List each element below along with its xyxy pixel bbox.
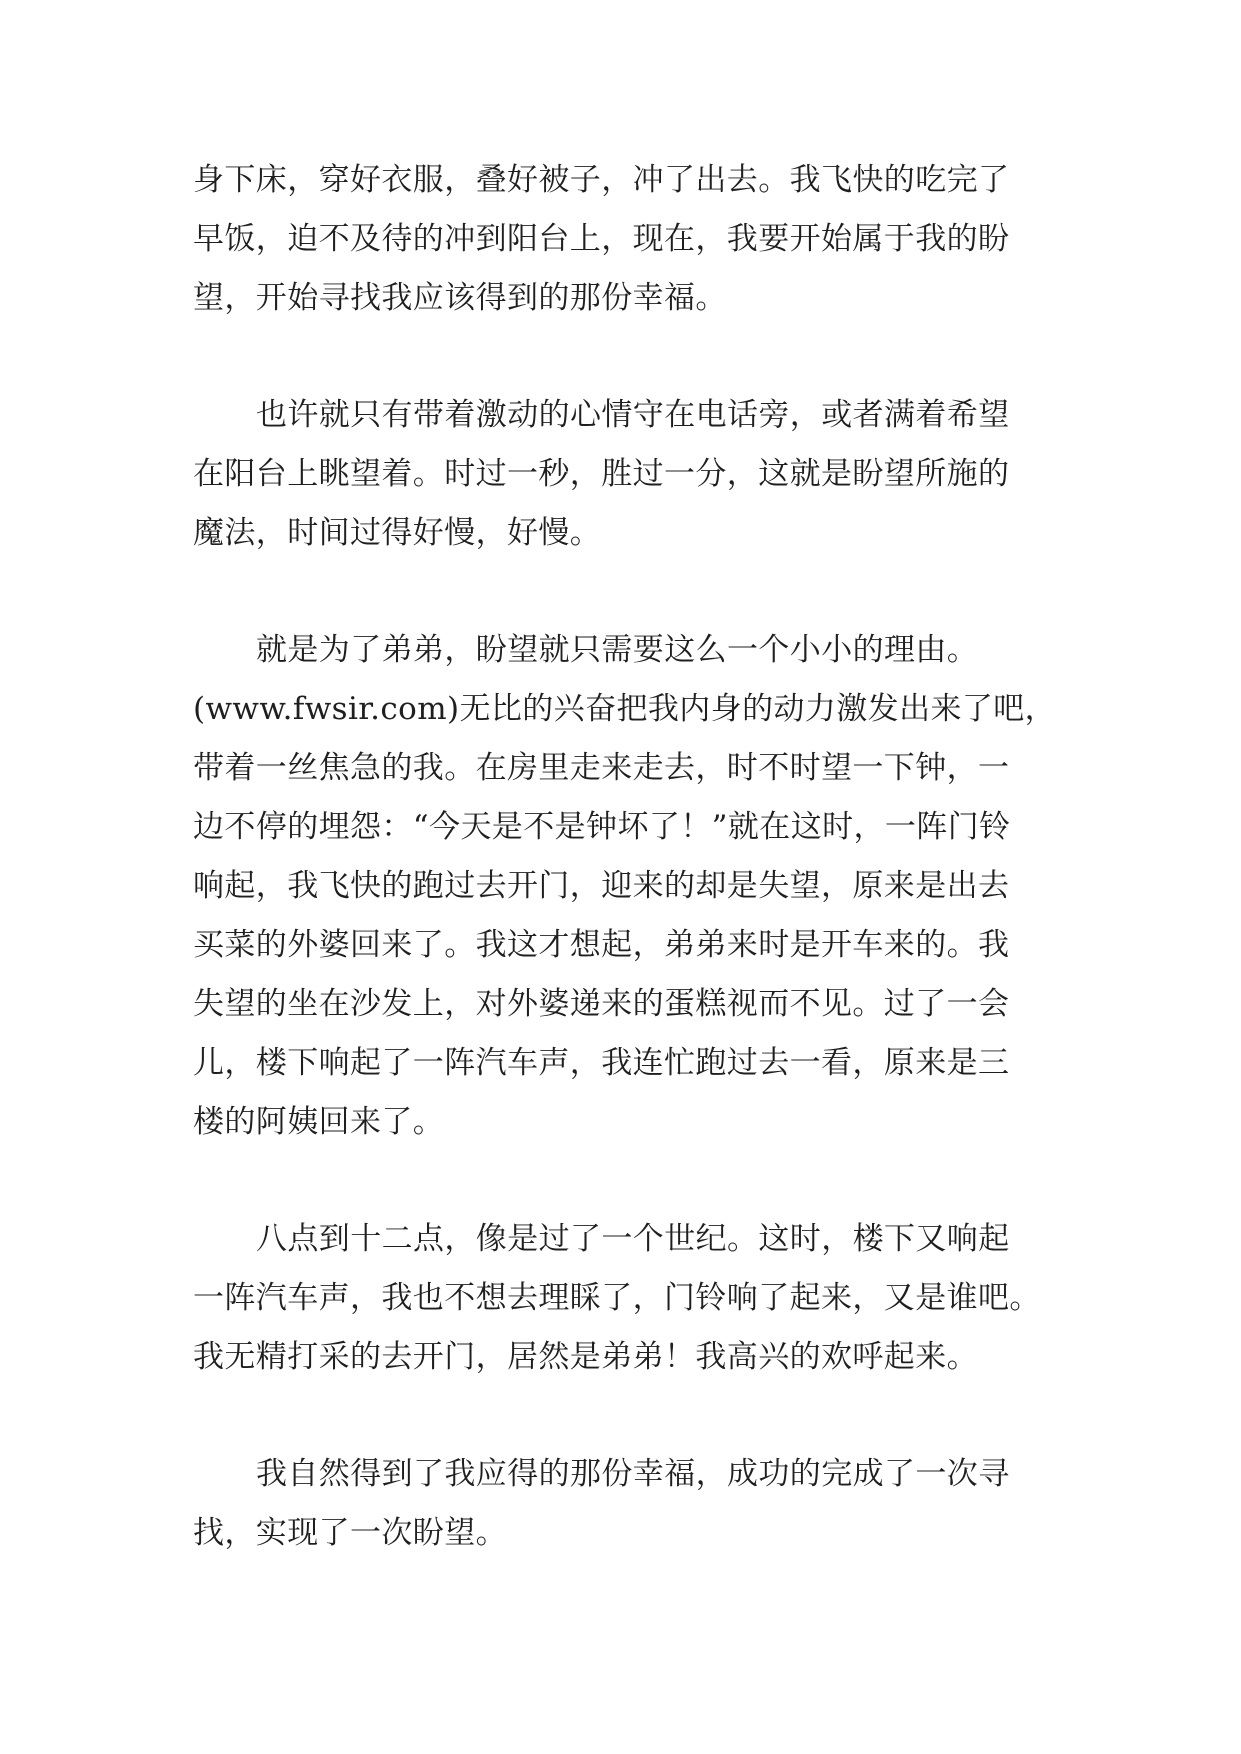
paragraph-3-line-8: 儿，楼下响起了一阵汽车声，我连忙跑过去一看，原来是三 bbox=[193, 1045, 1010, 1081]
paragraph-3-line-4: 边不停的埋怨：“今天是不是钟坏了！”就在这时，一阵门铃 bbox=[193, 809, 1011, 845]
paragraph-3-line-6: 买菜的外婆回来了。我这才想起，弟弟来时是开车来的。我 bbox=[193, 927, 1010, 963]
paragraph-1-line-1: 身下床，穿好衣服，叠好被子，冲了出去。我飞快的吃完了 bbox=[193, 162, 1010, 198]
paragraph-4-line-2: 一阵汽车声，我也不想去理睬了，门铃响了起来，又是谁吧。 bbox=[193, 1280, 1041, 1316]
paragraph-2-line-2: 在阳台上眺望着。时过一秒，胜过一分，这就是盼望所施的 bbox=[193, 456, 1010, 492]
paragraph-3-line-2: (www.fwsir.com)无比的兴奋把我内身的动力激发出来了吧， bbox=[193, 691, 1057, 727]
paragraph-4-line-3: 我无精打采的去开门，居然是弟弟！我高兴的欢呼起来。 bbox=[193, 1339, 978, 1375]
paragraph-1-line-2: 早饭，迫不及待的冲到阳台上，现在，我要开始属于我的盼 bbox=[193, 221, 1010, 257]
paragraph-4-line-1: 八点到十二点，像是过了一个世纪。这时，楼下又响起 bbox=[256, 1221, 1010, 1257]
paragraph-3-line-9: 楼的阿姨回来了。 bbox=[193, 1104, 445, 1140]
paragraph-2-line-1: 也许就只有带着激动的心情守在电话旁，或者满着希望 bbox=[256, 397, 1010, 433]
paragraph-3-line-7: 失望的坐在沙发上，对外婆递来的蛋糕视而不见。过了一会 bbox=[193, 986, 1010, 1022]
paragraph-3-line-1: 就是为了弟弟，盼望就只需要这么一个小小的理由。 bbox=[256, 632, 979, 668]
paragraph-5-line-1: 我自然得到了我应得的那份幸福，成功的完成了一次寻 bbox=[256, 1456, 1010, 1492]
paragraph-3-line-5: 响起，我飞快的跑过去开门，迎来的却是失望，原来是出去 bbox=[193, 868, 1010, 904]
paragraph-3-line-3: 带着一丝焦急的我。在房里走来走去，时不时望一下钟，一 bbox=[193, 750, 1010, 786]
paragraph-2-line-3: 魔法，时间过得好慢，好慢。 bbox=[193, 515, 602, 551]
paragraph-5-line-2: 找，实现了一次盼望。 bbox=[193, 1515, 507, 1551]
paragraph-1-line-3: 望，开始寻找我应该得到的那份幸福。 bbox=[193, 280, 727, 316]
